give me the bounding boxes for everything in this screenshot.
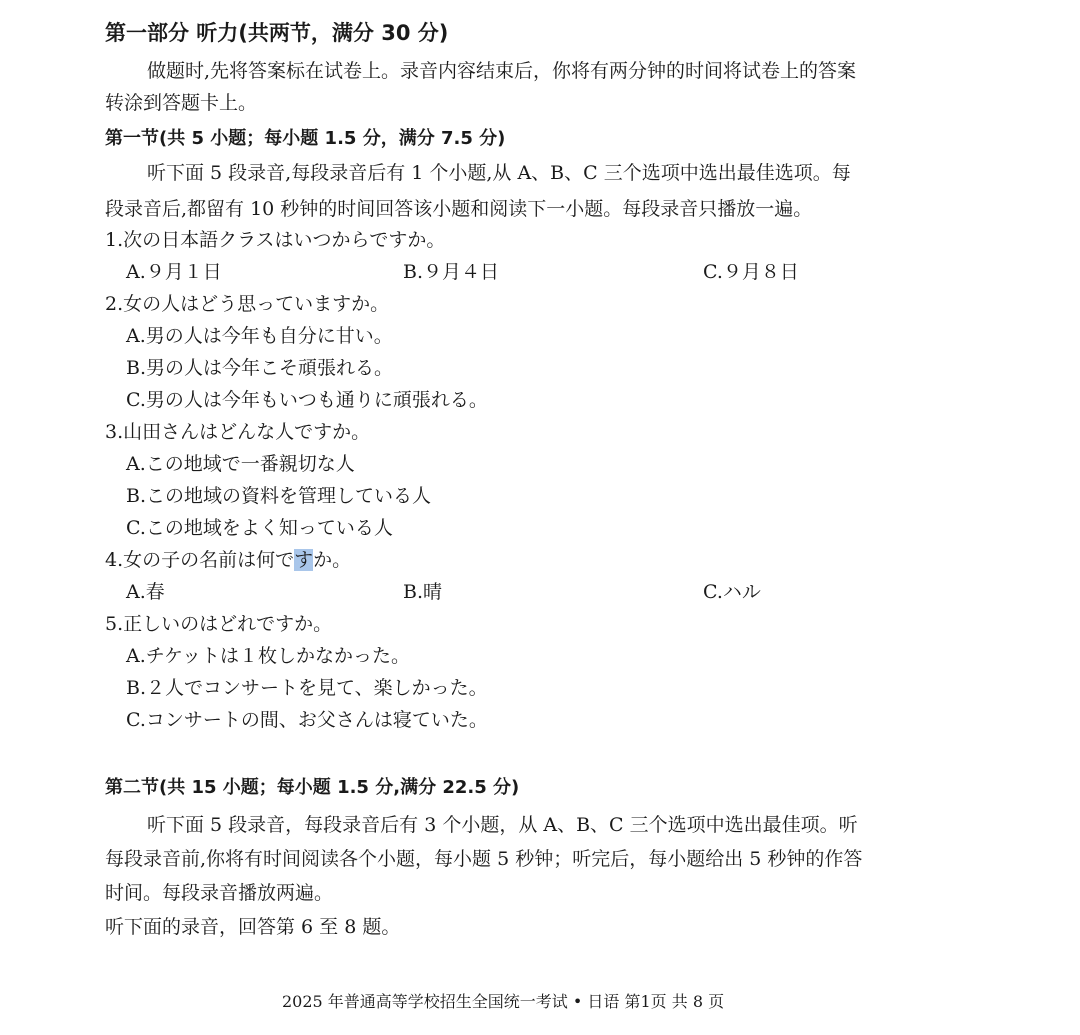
- question-1: 1.次の日本語クラスはいつからですか。: [105, 229, 446, 251]
- part-intro-line-2: 转涂到答题卡上。: [105, 92, 258, 114]
- question-5-option-b: B.２人でコンサートを見て、楽しかった。: [126, 677, 488, 699]
- question-4-option-b: B.晴: [403, 581, 443, 603]
- question-3-option-b: B.この地域の資料を管理している人: [126, 485, 432, 507]
- question-4-option-c: C.ハル: [703, 581, 761, 603]
- section1-title: 第一节(共 5 小题；每小题 1.5 分，满分 7.5 分): [105, 128, 506, 149]
- question-4-text-before: 4.女の子の名前は何で: [105, 549, 295, 571]
- question-2: 2.女の人はどう思っていますか。: [105, 293, 390, 315]
- question-1-option-a: A.９月１日: [126, 261, 222, 283]
- section2-instruction-line-3: 时间。每段录音播放两遍。: [105, 882, 334, 904]
- question-1-option-b: B.９月４日: [403, 261, 500, 283]
- question-4-text-after: か。: [313, 549, 352, 571]
- question-5-option-c: C.コンサートの間、お父さんは寝ていた。: [126, 709, 488, 731]
- page-footer: 2025 年普通高等学校招生全国统一考试 • 日语 第1页 共 8 页: [282, 992, 725, 1011]
- part-intro-line-1: 做题时,先将答案标在试卷上。录音内容结束后，你将有两分钟的时间将试卷上的答案: [147, 60, 857, 82]
- question-3: 3.山田さんはどんな人ですか。: [105, 421, 371, 443]
- question-3-option-c: C.この地域をよく知っている人: [126, 517, 393, 539]
- section1-instruction-line-1: 听下面 5 段录音,每段录音后有 1 个小题,从 A、B、C 三个选项中选出最佳选项。每: [147, 162, 851, 184]
- question-4-option-a: A.春: [126, 581, 165, 603]
- section2-instruction-line-1: 听下面 5 段录音，每段录音后有 3 个小题，从 A、B、C 三个选项中选出最佳项。听: [147, 814, 858, 836]
- question-4: [105, 547, 351, 573]
- question-1-option-c: C.９月８日: [703, 261, 799, 283]
- section2-prompt: 听下面的录音，回答第 6 至 8 题。: [105, 916, 401, 938]
- question-2-option-a: A.男の人は今年も自分に甘い。: [126, 325, 393, 347]
- question-5-option-a: A.チケットは１枚しかなかった。: [126, 645, 411, 667]
- selected-text-highlight[interactable]: す: [294, 549, 314, 571]
- section1-instruction-line-2: 段录音后,都留有 10 秒钟的时间回答该小题和阅读下一小题。每段录音只播放一遍。: [105, 198, 813, 220]
- question-5: 5.正しいのはどれですか。: [105, 613, 333, 635]
- section2-title: 第二节(共 15 小题；每小题 1.5 分,满分 22.5 分): [105, 777, 520, 798]
- question-3-option-a: A.この地域で一番親切な人: [126, 453, 355, 475]
- part-title: 第一部分 听力(共两节，满分 30 分): [105, 21, 449, 45]
- question-2-option-b: B.男の人は今年こそ頑張れる。: [126, 357, 394, 379]
- section2-instruction-line-2: 每段录音前,你将有时间阅读各个小题，每小题 5 秒钟；听完后，每小题给出 5 秒钟的作答: [105, 848, 863, 870]
- question-2-option-c: C.男の人は今年もいつも通りに頑張れる。: [126, 389, 488, 411]
